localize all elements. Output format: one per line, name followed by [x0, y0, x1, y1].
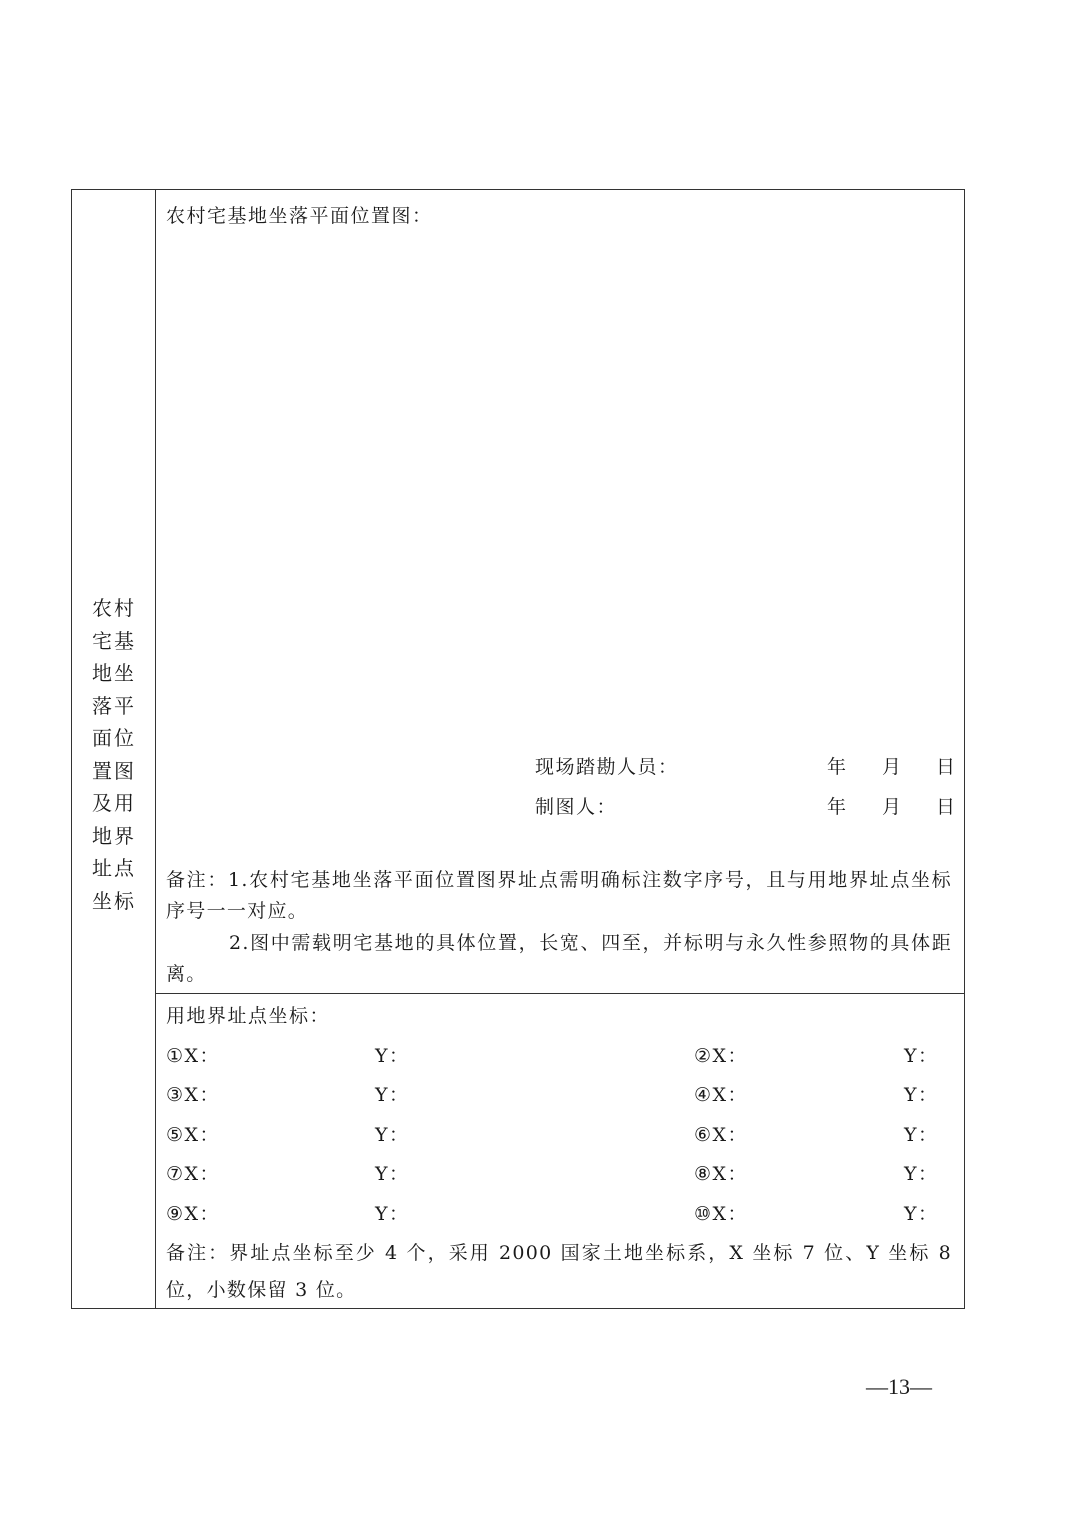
point-1-y-label: Y：: [375, 1045, 410, 1067]
left-header-cell: [72, 190, 156, 1308]
drafter-month-label: 月: [882, 796, 903, 818]
point-4-y-label: Y：: [904, 1084, 939, 1106]
left-header-label: [72, 592, 156, 917]
left-label-line: 置图: [92, 758, 136, 783]
left-label-line: 及用: [92, 791, 136, 815]
point-1-x-label: ①X：: [166, 1045, 221, 1067]
point-2-y-label: Y：: [904, 1045, 939, 1067]
point-10-x-label: ⑩X：: [694, 1203, 749, 1225]
site-plan-heading: 农村宅基地坐落平面位置图：: [166, 205, 433, 227]
left-label-line: 址点: [92, 856, 136, 880]
point-3-y-label: Y：: [375, 1084, 410, 1106]
page-number: —13—: [866, 1374, 932, 1399]
surveyor-day-label: 日: [936, 756, 957, 778]
point-9-x-label: ⑨X：: [166, 1203, 221, 1225]
left-label-line: 地界: [92, 823, 136, 848]
point-6-y-label: Y：: [904, 1124, 939, 1146]
point-5-x-label: ⑤X：: [166, 1124, 221, 1146]
site-plan-note-1: 备注：1.农村宅基地坐落平面位置图界址点需明确标注数字序号，且与用地界址点坐标序号一一对应。: [166, 869, 952, 922]
point-8-x-label: ⑧X：: [694, 1163, 749, 1185]
point-4-x-label: ④X：: [694, 1084, 749, 1106]
point-3-x-label: ③X：: [166, 1084, 221, 1106]
point-5-y-label: Y：: [375, 1124, 410, 1146]
surveyor-year-label: 年: [827, 756, 848, 778]
point-7-y-label: Y：: [375, 1163, 410, 1185]
site-plan-note-2: 2.图中需载明宅基地的具体位置，长宽、四至，并标明与永久性参照物的具体距离。: [166, 932, 952, 985]
point-9-y-label: Y：: [375, 1203, 410, 1225]
point-8-y-label: Y：: [904, 1163, 939, 1185]
point-7-x-label: ⑦X：: [166, 1163, 221, 1185]
left-label-line: 农村: [92, 596, 136, 620]
form-table: [71, 189, 965, 1309]
coordinates-heading: 用地界址点坐标：: [166, 1005, 331, 1027]
drafter-day-label: 日: [936, 796, 957, 818]
left-label-line: 面位: [92, 726, 136, 750]
surveyor-label: 现场踏勘人员：: [535, 756, 679, 778]
coordinates-note: 备注：界址点坐标至少 4 个，采用 2000 国家土地坐标系，X 坐标 7 位、Y 坐标 8 位，小数保留 3 位。: [166, 1242, 952, 1301]
surveyor-month-label: 月: [882, 756, 903, 778]
point-10-y-label: Y：: [904, 1203, 939, 1225]
drafter-year-label: 年: [827, 796, 848, 818]
section-divider: [156, 993, 964, 994]
left-label-line: 宅基: [92, 628, 136, 653]
drafter-label: 制图人：: [535, 796, 618, 818]
point-6-x-label: ⑥X：: [694, 1124, 749, 1146]
left-label-line: 坐标: [92, 888, 136, 913]
left-label-line: 落平: [92, 693, 136, 718]
point-2-x-label: ②X：: [694, 1045, 749, 1067]
left-label-line: 地坐: [92, 661, 136, 685]
